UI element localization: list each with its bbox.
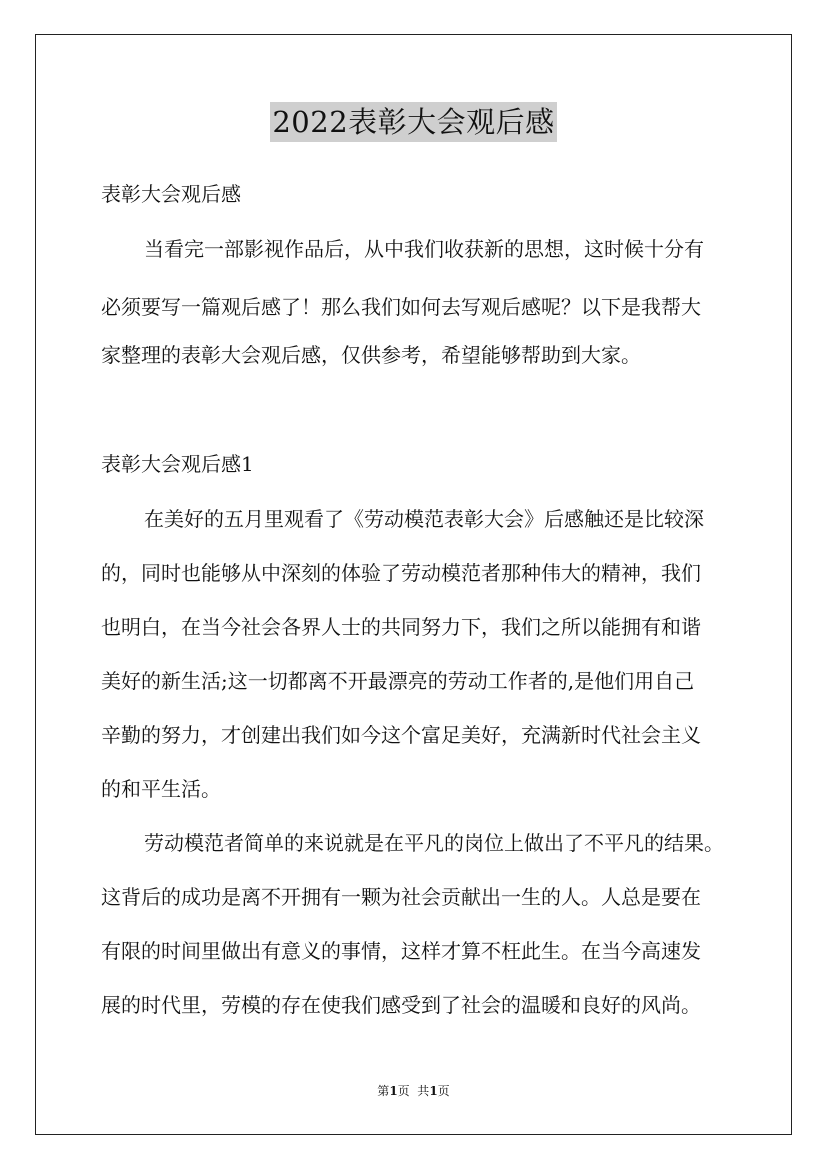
paragraph-line: 辛勤的努力，才创建出我们如今这个富足美好，充满新时代社会主义: [101, 723, 701, 747]
paragraph-line: 美好的新生活;这一切都离不开最漂亮的劳动工作者的,是他们用自己: [101, 669, 695, 693]
paragraph-line: 的，同时也能够从中深刻的体验了劳动模范者那种伟大的精神，我们: [101, 561, 701, 585]
paragraph-line: 的和平生活。: [101, 777, 221, 801]
paragraph-line: 这背后的成功是离不开拥有一颗为社会贡献出一生的人。人总是要在: [101, 885, 701, 909]
footer-page-prefix: 第: [377, 1084, 390, 1098]
footer-page-mid: 页 共: [397, 1084, 430, 1098]
intro-line: 家整理的表彰大会观后感，仅供参考，希望能够帮助到大家。: [101, 343, 641, 367]
footer-page-current: 1: [389, 1084, 398, 1098]
footer-page-suffix: 页: [437, 1084, 450, 1098]
paragraph-line: 劳动模范者简单的来说就是在平凡的岗位上做出了不平凡的结果。: [144, 831, 724, 855]
intro-line: 当看完一部影视作品后，从中我们收获新的思想，这时候十分有: [144, 237, 704, 261]
document-subtitle: 表彰大会观后感: [101, 182, 241, 206]
paragraph-line: 有限的时间里做出有意义的事情，这样才算不枉此生。在当今高速发: [101, 939, 701, 963]
page-footer: [0, 1083, 827, 1099]
title-container: [0, 102, 827, 142]
document-title: 2022表彰大会观后感: [270, 102, 556, 142]
paragraph-line: 也明白，在当今社会各界人士的共同努力下，我们之所以能拥有和谐: [101, 615, 701, 639]
paragraph-line: 在美好的五月里观看了《劳动模范表彰大会》后感触还是比较深: [144, 507, 704, 531]
paragraph-line: 展的时代里，劳模的存在使我们感受到了社会的温暖和良好的风尚。: [101, 993, 701, 1017]
section-heading: 表彰大会观后感1: [101, 452, 254, 476]
intro-line: 必须要写一篇观后感了！那么我们如何去写观后感呢？以下是我帮大: [101, 295, 701, 319]
footer-page-total: 1: [429, 1084, 438, 1098]
